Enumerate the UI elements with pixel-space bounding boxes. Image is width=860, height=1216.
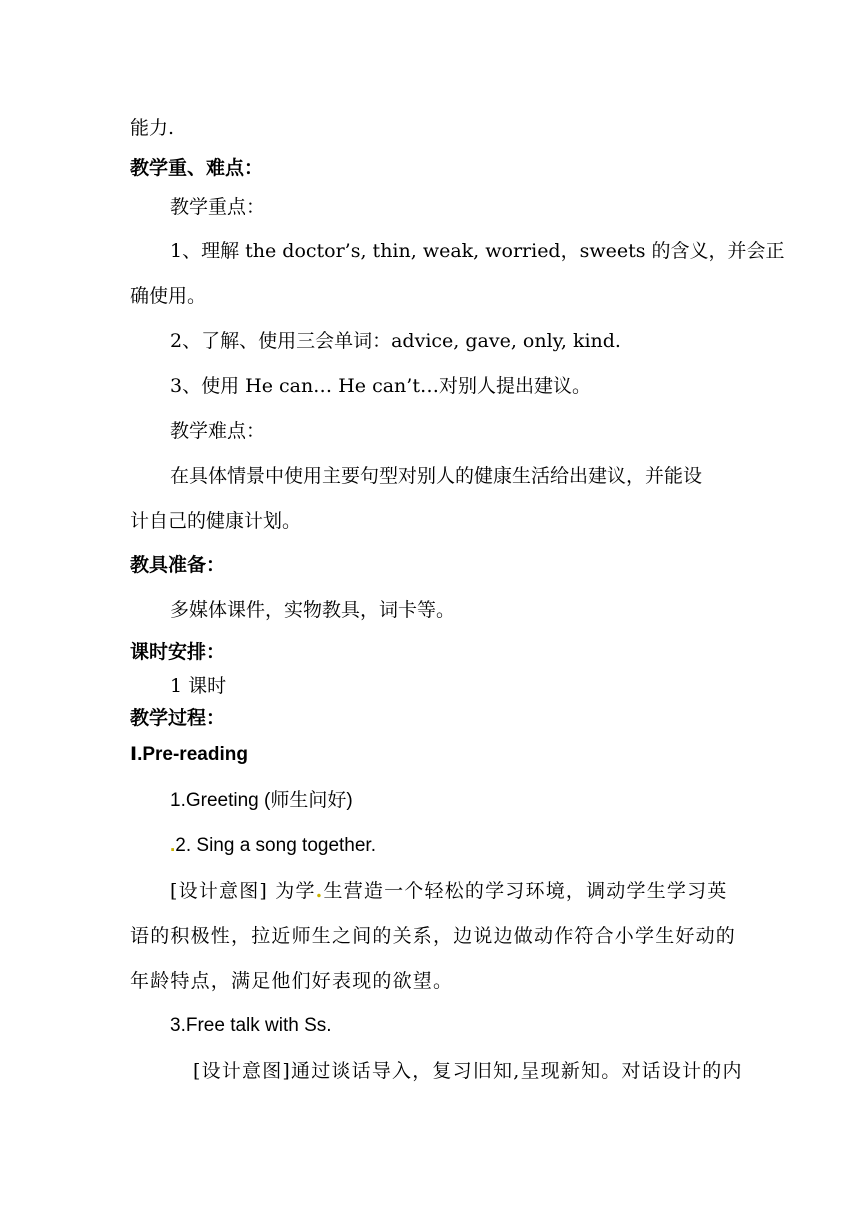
text-line: 能力. <box>130 117 175 139</box>
section-heading-materials: 教具准备： <box>130 555 226 576</box>
text-line: 1、理解 the doctor’s, thin, weak, worried，sweets 的含义，并会正 <box>170 240 785 262</box>
section-heading-key-points: 教学重、难点： <box>130 158 264 179</box>
text-line: 3.Free talk with Ss. <box>170 1015 332 1036</box>
marker-dot: . <box>170 835 176 856</box>
text-line: 在具体情景中使用主要句型对别人的健康生活给出建议，并能设 <box>170 465 703 487</box>
text-line: 计自己的健康计划。 <box>130 510 302 532</box>
text-line: 3、使用 He can… He can’t…对别人提出建议。 <box>170 375 591 397</box>
text-line: 1 课时 <box>170 675 227 697</box>
subheading-difficulties: 教学难点： <box>170 420 266 442</box>
text-line: 1.Greeting (师生问好) <box>170 790 353 811</box>
text-line: .2. Sing a song together. <box>170 835 376 856</box>
text-line: 多媒体课件，实物教具，词卡等。 <box>170 599 456 621</box>
step-heading-pre-reading: Ⅰ.Pre-reading <box>130 744 248 765</box>
text-line: [设计意图]通过谈话导入，复习旧知,呈现新知。对话设计的内 <box>193 1060 743 1082</box>
subheading-key-points: 教学重点： <box>170 196 266 218</box>
text-line: 确使用。 <box>130 285 207 307</box>
text-line: 2、了解、使用三会单词：advice, gave, only, kind. <box>170 330 621 352</box>
section-heading-schedule: 课时安排： <box>130 642 226 663</box>
text-line: 年龄特点，满足他们好表现的欲望。 <box>130 970 454 992</box>
section-heading-process: 教学过程： <box>130 708 226 729</box>
text-line: 语的积极性，拉近师生之间的关系，边说边做动作符合小学生好动的 <box>130 925 737 947</box>
text-line: [设计意图] 为学.生营造一个轻松的学习环境，调动学生学习英 <box>170 880 728 902</box>
marker-dot: . <box>315 880 324 902</box>
